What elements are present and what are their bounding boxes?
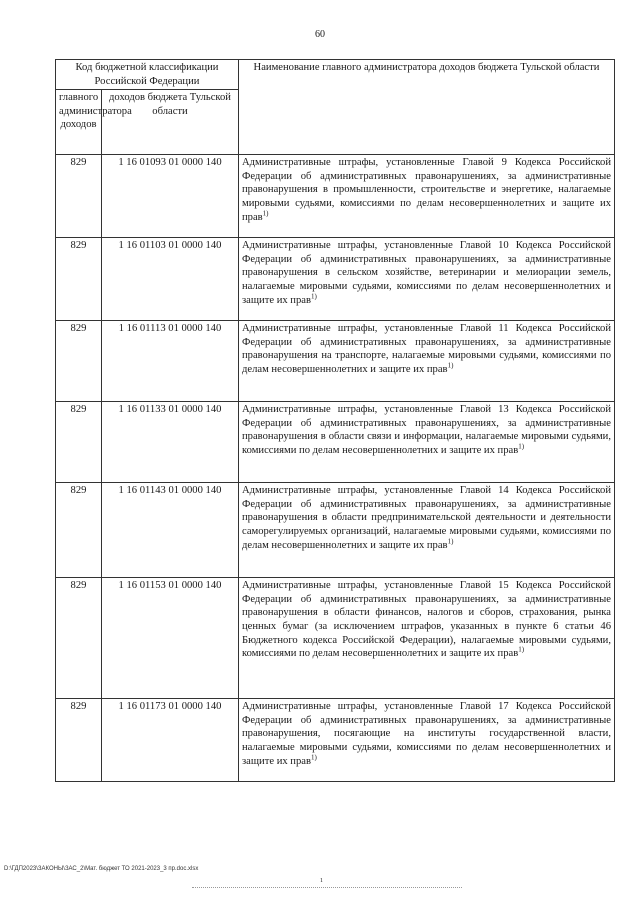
description-text: Административные штрафы, установленные Главой 15 Кодекса Российской Федерации об административных правонарушениях, за административные правонарушения в области финансов, налогов и сборов, страхования, рынка ценных бумаг (за исключением штрафов, указанных в пункте 6 статьи 46 Бюджетного кодекса Российской Федерации), налагаемые мировыми судьями, комиссиями по делам несовершеннолетних и защите их прав: [242, 580, 611, 660]
table-row: [56, 699, 615, 782]
description-cell: [239, 402, 615, 483]
admin-code-cell: 829: [56, 155, 102, 238]
footer-file-path: D:\ГДП2023\ЗАКОНЫ\ЗАС_2\Мат. бюджет ТО 2021-2023_3 пр.doc.xlsx: [4, 866, 199, 872]
kbk-header: Код бюджетной классификации Российской Федерации: [56, 60, 239, 90]
description-text: Административные штрафы, установленные Главой 13 Кодекса Российской Федерации об административных правонарушениях, за административные правонарушения в области связи и информации, налагаемые мировыми судьями, комиссиями по делам несовершеннолетних и защите их прав: [242, 404, 611, 456]
budget-code-cell: 1 16 01173 01 0000 140: [102, 699, 239, 782]
description-cell: [239, 699, 615, 782]
footnote-ref: 1): [518, 645, 525, 654]
footnote-ref: 1): [310, 753, 317, 762]
description-text: Административные штрафы, установленные Главой 14 Кодекса Российской Федерации об административных правонарушениях, за административные правонарушения в области предпринимательской деятельности и деятельности саморегулируемых организаций, налагаемые мировыми судьями, комиссиями по делам несовершеннолетних и защите их прав: [242, 485, 611, 551]
footer-mark: 1: [320, 878, 323, 884]
description-cell: [239, 321, 615, 402]
budget-code-cell: 1 16 01093 01 0000 140: [102, 155, 239, 238]
page-number: 60: [315, 29, 325, 40]
admin-code-cell: 829: [56, 699, 102, 782]
footnote-ref: 1): [262, 209, 269, 218]
footnote-ref: 1): [447, 537, 454, 546]
description-text: Административные штрафы, установленные Главой 9 Кодекса Российской Федерации об административных правонарушениях, за административные правонарушения в промышленности, строительстве и энергетике, налагаемые мировыми судьями, комиссиями по делам несовершеннолетних и защите их прав: [242, 157, 611, 223]
table-row: [56, 578, 615, 699]
footnote-ref: 1): [518, 442, 525, 451]
description-cell: [239, 155, 615, 238]
table-row: [56, 483, 615, 578]
admin-code-cell: 829: [56, 402, 102, 483]
admin-code-cell: 829: [56, 483, 102, 578]
description-cell: [239, 578, 615, 699]
table-row: [56, 321, 615, 402]
chief-admin-header: главного администратора доходов: [56, 90, 102, 155]
description-text: Административные штрафы, установленные Главой 17 Кодекса Российской Федерации об административных правонарушениях, за административные правонарушения, посягающие на институты государственной власти, налагаемые мировыми судьями, комиссиями по делам несовершеннолетних и защите их прав: [242, 701, 611, 767]
table-header-row: [56, 60, 615, 90]
budget-code-cell: 1 16 01153 01 0000 140: [102, 578, 239, 699]
admin-name-header: Наименование главного администратора доходов бюджета Тульской области: [239, 60, 615, 155]
description-cell: [239, 483, 615, 578]
table-row: [56, 238, 615, 321]
budget-income-header: доходов бюджета Тульской области: [102, 90, 239, 155]
admin-code-cell: 829: [56, 578, 102, 699]
table-body: [56, 155, 615, 782]
table-row: [56, 402, 615, 483]
budget-classification-table: [55, 59, 615, 782]
budget-code-cell: 1 16 01143 01 0000 140: [102, 483, 239, 578]
footnote-ref: 1): [310, 292, 317, 301]
budget-code-cell: 1 16 01133 01 0000 140: [102, 402, 239, 483]
admin-code-cell: 829: [56, 321, 102, 402]
footer-divider: [192, 887, 462, 889]
budget-code-cell: 1 16 01113 01 0000 140: [102, 321, 239, 402]
description-text: Административные штрафы, установленные Главой 10 Кодекса Российской Федерации об административных правонарушениях, за административные правонарушения в сельском хозяйстве, ветеринарии и мелиорации земель, налагаемые мировыми судьями, комиссиями по делам несовершеннолетних и защите их прав: [242, 240, 611, 306]
admin-code-cell: 829: [56, 238, 102, 321]
table-row: [56, 155, 615, 238]
footnote-ref: 1): [447, 361, 454, 370]
budget-code-cell: 1 16 01103 01 0000 140: [102, 238, 239, 321]
description-cell: [239, 238, 615, 321]
description-text: Административные штрафы, установленные Главой 11 Кодекса Российской Федерации об административных правонарушениях, за административные правонарушения на транспорте, налагаемые мировыми судьями, комиссиями по делам несовершеннолетних и защите их прав: [242, 323, 611, 375]
